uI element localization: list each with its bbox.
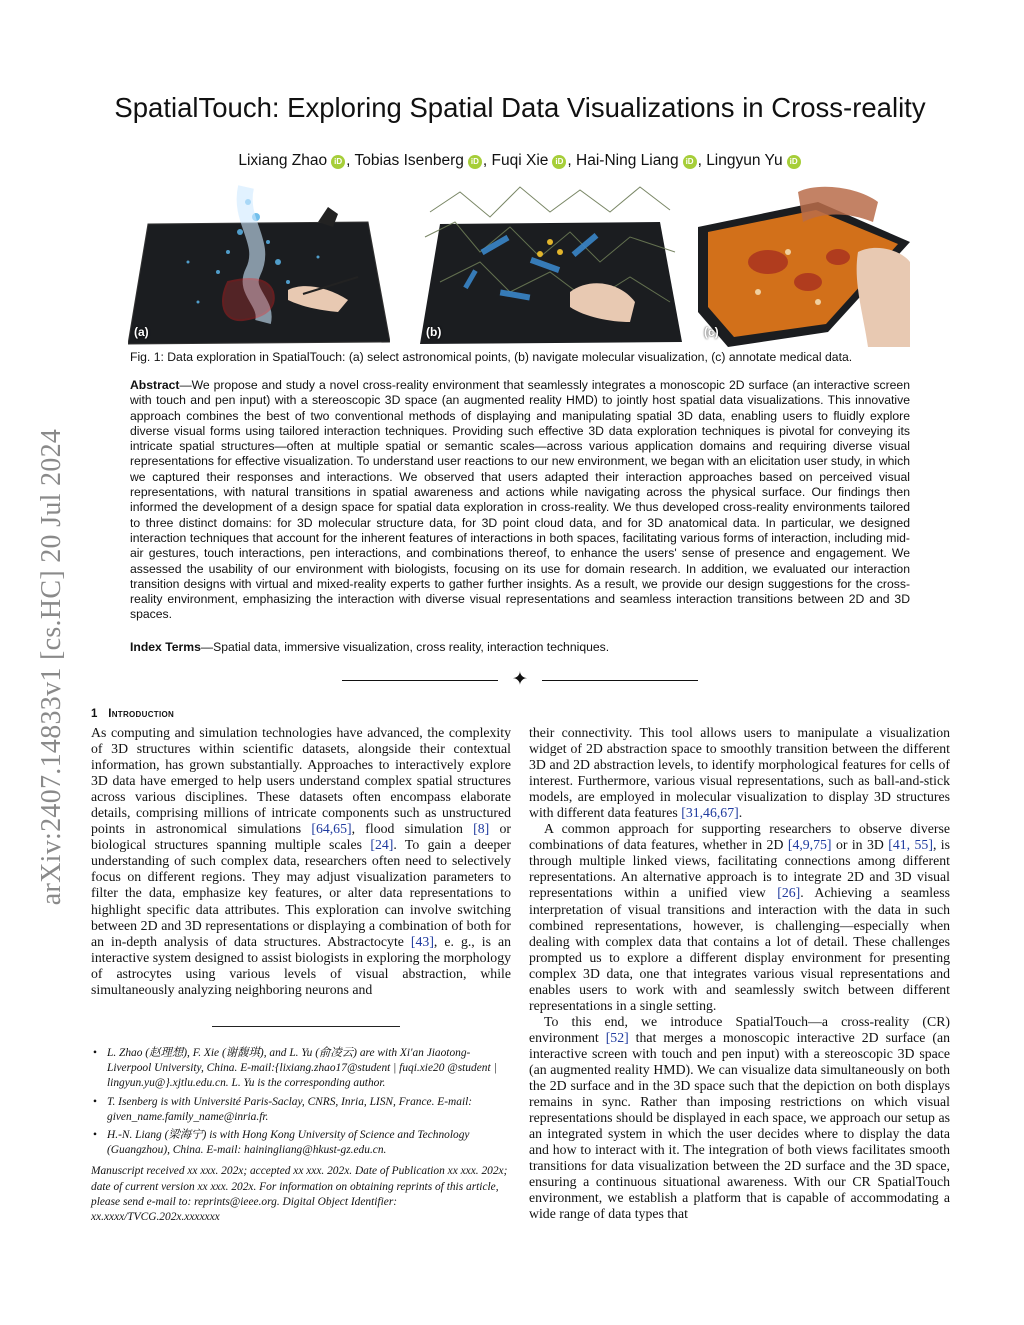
section-divider: [342, 671, 698, 691]
section-heading: [91, 708, 174, 720]
molecular-image: [420, 182, 682, 347]
citation-link[interactable]: [41, 55]: [888, 837, 933, 853]
medical-image: [698, 182, 910, 347]
panel-label-b: (b): [426, 325, 442, 339]
body-text: , flood simulation: [351, 821, 474, 837]
footnotes: [91, 1046, 511, 1225]
author-name: Lixiang Zhao: [238, 152, 328, 169]
figure-panel-astronomy: [128, 182, 390, 347]
intro-paragraph-2: [529, 725, 950, 821]
body-text: that merges a monoscopic interactive 2D surface (an interactive screen with touch and pen input) with a stereoscopic 3D space (an augmented reality HMD). We can visualize data simultaneously on both the 2D surface and in the 3D space such that the depiction on both displays remains in sync. Rather than imposing restrictions on which visual representations should be displayed in each space, we approach our setup as an integrated system in which the user decides where to display the data and how to interact with it. The integration of both views facilitates smooth transitions for data visualization between the 2D surface and the 3D space, ensuring a continuous situational awareness. With our CR SpatialTouch environment, we establish a platform that is capable of accommodating a wide range of data types that: [529, 1029, 950, 1222]
author-list: Lixiang Zhao iD , Tobias Isenberg iD , Fuqi Xie iD , Hai-Ning Liang iD , Lingyun Yu iD: [60, 152, 980, 170]
section-number: 1: [91, 708, 98, 720]
index-terms-text: —Spatial data, immersive visualization, cross reality, interaction techniques.: [200, 640, 610, 654]
body-text: , e. g., is an interactive system designed to assist biologists in exploring the morphology of astrocytes using various levels of visual abstraction, while simultaneously analyzing neighboring neurons and: [91, 933, 511, 997]
intro-left-column: [91, 725, 511, 998]
arxiv-id: arXiv:2407.14833v1 [cs.HC] 20 Jul 2024: [36, 428, 68, 906]
body-text: A common approach for supporting researchers to observe diverse combinations of data features, whether in 2D: [529, 821, 950, 853]
body-text: . Achieving a seamless interpretation of visual transitions and interaction with the data in such combined representations, however, is challenging—especially when dealing with complex data that contains a lot of detail. These challenges prompted us to explore a different display environment for presenting complex 3D data, one that integrates various visual representations and enables users to work with and seamlessly switch between different representations in a single setting.: [529, 885, 950, 1013]
orcid-icon[interactable]: iD: [552, 155, 566, 169]
divider-ornament-icon: ✦: [512, 669, 528, 690]
author-name: Tobias Isenberg: [354, 152, 464, 169]
citation-link[interactable]: [52]: [605, 1029, 629, 1045]
author-name: Lingyun Yu: [706, 152, 783, 169]
orcid-icon[interactable]: iD: [468, 155, 482, 169]
figure-panel-medical: [698, 182, 910, 347]
body-text: or in 3D: [831, 837, 889, 853]
abstract-label: Abstract: [130, 378, 180, 392]
teaser-figure: [128, 182, 910, 347]
footnote-rule: [212, 1026, 400, 1027]
manuscript-note: Manuscript received xx xxx. 202x; accepted xx xxx. 202x. Date of Publication xx xxx. 202x; date of current version xx xxx. 202x. For information on obtaining reprints of this article, please send e-mail to: reprints@ieee.org. Digital Object Identifier: xx.xxxx/TVCG.202x.xxxxxxx: [91, 1165, 508, 1224]
index-terms: [130, 640, 910, 654]
figure-caption: Fig. 1: Data exploration in SpatialTouch: (a) select astronomical points, (b) navigate molecular visualization, (c) annotate medical data.: [130, 350, 853, 364]
figure-panel-molecular: [420, 182, 682, 347]
citation-link[interactable]: [8]: [473, 821, 490, 837]
citation-link[interactable]: [4,9,75]: [787, 837, 832, 853]
body-text: , is through multiple linked views, facilitating connections among different representations. An alternative approach is to integrate 2D and 3D visual representations within a unified view: [529, 837, 951, 901]
body-text: To this end, we introduce SpatialTouch—a cross-reality (CR) environment: [529, 1013, 950, 1045]
orcid-icon[interactable]: iD: [787, 155, 801, 169]
footnote-affiliation-1: • L. Zhao (赵理想), F. Xie (谢馥琪), and L. Yu (俞凌云) are with Xi'an Jiaotong-Liverpool University, China. E-mail:{lixiang.zhao17@student | fuqi.xie20 @student | lingyun.yu@}.xjtlu.edu.cn. L. Yu is the corresponding author.: [91, 1046, 511, 1092]
citation-link[interactable]: [31,46,67]: [681, 805, 739, 821]
author-name: Fuqi Xie: [491, 152, 549, 169]
intro-paragraph-4: [529, 1014, 950, 1223]
paper-title: SpatialTouch: Exploring Spatial Data Visualizations in Cross-reality: [114, 92, 926, 123]
panel-label-c: (c): [704, 325, 719, 339]
body-text: . To gain a deeper understanding of such complex data, researchers often need to selectively focus on different regions. They may adjust visualization parameters to filter the data, emphasize key features, or alter data representations to highlight specific data attributes. This exploration can involve switching between 2D and 3D representations or displaying a combination of both for an in-depth analysis of data structures. Abstractocyte: [91, 837, 511, 949]
abstract: [130, 378, 910, 623]
body-text: or biological structures spanning multiple scales: [91, 821, 511, 853]
body-text: As computing and simulation technologies have advanced, the complexity of 3D structures within scientific datasets, alongside their contextual information, has grown substantially. Approaches to interactively explore 3D data have emerged to help users understand complex spatial structures across various disciplines. These datasets often encompass elaborate details, comprising millions of intricate components such as unstructured points in astronomical simulations: [91, 725, 511, 837]
citation-link[interactable]: [64,65]: [311, 821, 352, 837]
footnote-affiliation-3: • H.-N. Liang (梁海宁) is with Hong Kong University of Science and Technology (Guangzhou), China. E-mail: hainingliang@hkust-gz.edu.cn.: [91, 1128, 511, 1158]
panel-label-a: (a): [134, 325, 149, 339]
footnote-affiliation-2: • T. Isenberg is with Université Paris-Saclay, CNRS, Inria, LISN, France. E-mail: given_name.family_name@inria.fr.: [91, 1095, 511, 1125]
citation-link[interactable]: [43]: [410, 933, 434, 949]
orcid-icon[interactable]: iD: [683, 155, 697, 169]
citation-link[interactable]: [26]: [777, 885, 801, 901]
astronomy-image: [128, 182, 390, 347]
arxiv-stamp: [32, 362, 72, 972]
orcid-icon[interactable]: iD: [331, 155, 345, 169]
intro-right-column: [529, 725, 950, 1222]
index-terms-label: Index Terms: [130, 640, 201, 654]
intro-paragraph-1: [91, 725, 511, 998]
abstract-text: —We propose and study a novel cross-reality environment that seamlessly integrates a monoscopic 2D surface (an interactive screen with touch and pen input) with a stereoscopic 3D space (an augmented reality HMD) to jointly host spatial data visualizations. This innovative approach combines the best of two conventional methods of displaying and manipulating spatial 3D data, enabling users to fluidly explore diverse visual forms using tailored interaction techniques. Providing such effective 3D data exploration techniques is pivotal for conveying its intricate spatial structures—often at multiple spatial or semantic scales—across various application domains and requiring diverse visual representations for effective visualization. To understand user reactions to our new environment, we began with an elicitation user study, in which we captured their responses and interactions. We observed that users adapted their interaction approaches based on perceived visual representations, with natural transitions in spatial awareness and actions while navigating across the physical surface. Our findings then informed the development of a design space for spatial data exploration in cross-reality. We thus developed cross-reality environments tailored to three distinct domains: for 3D molecular structure data, for 3D point cloud data, and for 3D anatomical data. In particular, we designed interaction techniques that account for the inherent features of interactions in both spaces, facilitating various forms of interaction, including mid-air gestures, touch interactions, pen interactions, and combinations thereof, to enhance the users' sense of presence and engagement. We assessed the usability of our environment with biologists, focusing on its use for domain research. In addition, we evaluated our interaction transition designs with virtual and mixed-reality experts to gather further insights. As a result, we provide our design suggestions for the cross-reality environment, emphasizing the interaction with diverse visual representations and seamless interaction transitions between 2D and 3D spaces.: [130, 378, 910, 622]
author-name: Hai-Ning Liang: [576, 152, 679, 169]
section-title: Introduction: [108, 708, 175, 720]
intro-paragraph-3: [529, 821, 950, 1014]
citation-link[interactable]: [24]: [370, 837, 394, 853]
body-text: .: [738, 805, 743, 821]
body-text: their connectivity. This tool allows users to manipulate a visualization widget of 2D abstraction space to smoothly transition between the different 3D and 2D abstraction levels, to identify morphological features for cells of interest. Furthermore, various visual representations, such as ball-and-stick models, are employed in molecular visualization to display 3D structures with different data features: [529, 725, 950, 821]
